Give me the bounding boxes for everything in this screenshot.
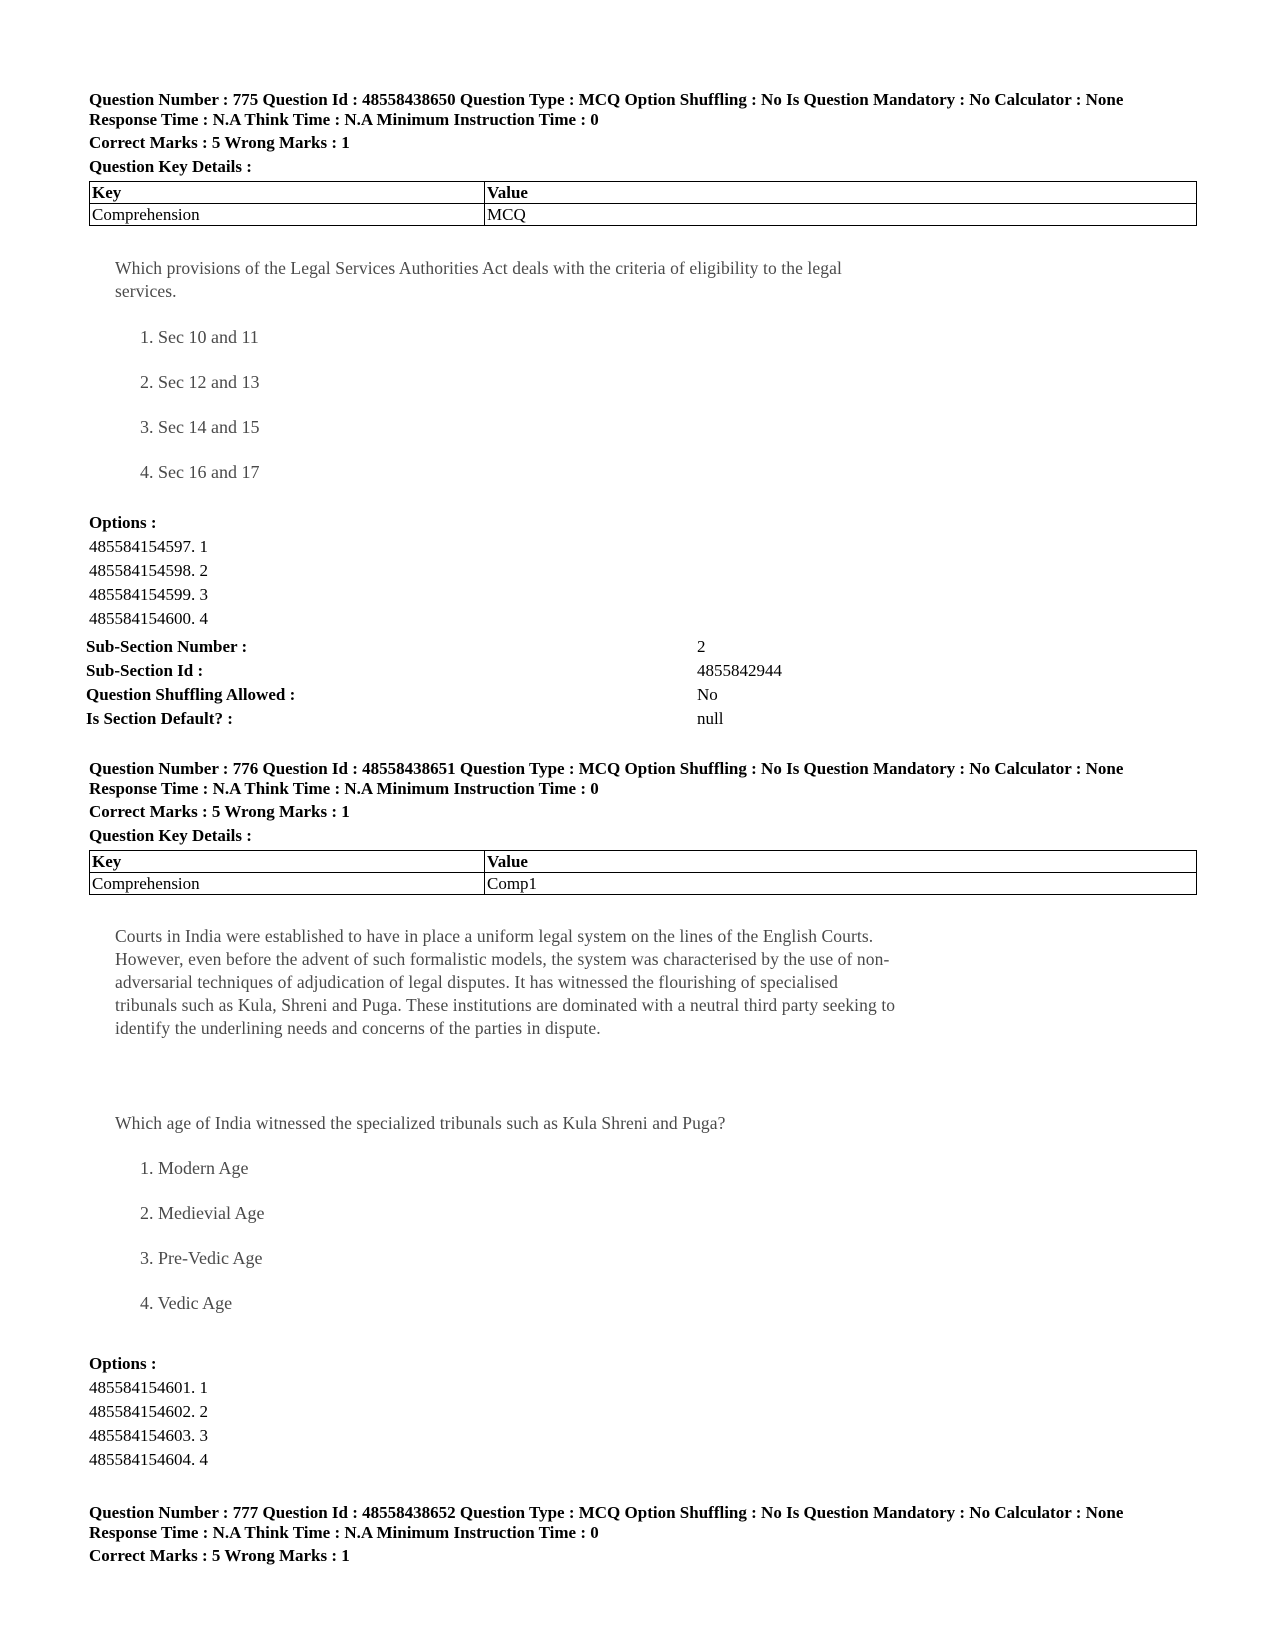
value-header: Value bbox=[485, 851, 1197, 873]
q775-key-details-label: Question Key Details : bbox=[89, 157, 252, 176]
q775-option-2: 485584154598. 2 bbox=[89, 561, 208, 580]
q775-choice-4: 4. Sec 16 and 17 bbox=[140, 462, 260, 482]
section-default-row bbox=[86, 709, 233, 729]
q776-key-table bbox=[89, 850, 1197, 895]
subsection-number-label: Sub-Section Number : bbox=[86, 637, 248, 656]
q775-meta-line1: Question Number : 775 Question Id : 48558438650 Question Type : MCQ Option Shuffling : No Is Question Mandatory : No Calculator : None bbox=[89, 90, 1124, 109]
q777-meta-line2: Response Time : N.A Think Time : N.A Minimum Instruction Time : 0 bbox=[89, 1523, 599, 1542]
question-shuffling-row bbox=[86, 685, 295, 705]
passage-line: Courts in India were established to have in place a uniform legal system on the lines of the English Courts. bbox=[115, 926, 874, 946]
q776-key-details-label: Question Key Details : bbox=[89, 826, 252, 845]
q776-choice-3: 3. Pre-Vedic Age bbox=[140, 1248, 263, 1268]
q776-passage-image bbox=[115, 925, 1115, 1040]
key-header: Key bbox=[90, 851, 485, 873]
passage-line: identify the underlining needs and concerns of the parties in dispute. bbox=[115, 1018, 601, 1038]
q776-meta-line2: Response Time : N.A Think Time : N.A Minimum Instruction Time : 0 bbox=[89, 779, 599, 798]
question-line: Which provisions of the Legal Services Authorities Act deals with the criteria of eligibility to the legal bbox=[115, 258, 842, 278]
key-cell: Comprehension bbox=[90, 204, 485, 226]
q776-choice-4: 4. Vedic Age bbox=[140, 1293, 233, 1313]
q775-meta-line2: Response Time : N.A Think Time : N.A Minimum Instruction Time : 0 bbox=[89, 110, 599, 129]
passage-line: However, even before the advent of such formalistic models, the system was characterised by the use of non- bbox=[115, 949, 890, 969]
subsection-number-row bbox=[86, 637, 247, 657]
passage-line: tribunals such as Kula, Shreni and Puga. These institutions are dominated with a neutral third party seeking to bbox=[115, 995, 896, 1015]
q776-meta-line1: Question Number : 776 Question Id : 48558438651 Question Type : MCQ Option Shuffling : No Is Question Mandatory : No Calculator : None bbox=[89, 759, 1124, 778]
question-shuffling-value: No bbox=[697, 685, 718, 704]
q776-options-label: Options : bbox=[89, 1354, 157, 1373]
subsection-id-row bbox=[86, 661, 203, 681]
q775-option-4: 485584154600. 4 bbox=[89, 609, 208, 628]
question-line: Which age of India witnessed the specialized tribunals such as Kula Shreni and Puga? bbox=[115, 1113, 726, 1133]
q777-meta-line1: Question Number : 777 Question Id : 48558438652 Question Type : MCQ Option Shuffling : No Is Question Mandatory : No Calculator : None bbox=[89, 1503, 1124, 1522]
q775-question-image bbox=[115, 257, 1015, 303]
value-cell: Comp1 bbox=[485, 873, 1197, 895]
q775-choice-2: 2. Sec 12 and 13 bbox=[140, 372, 260, 392]
q776-option-3: 485584154603. 3 bbox=[89, 1426, 208, 1445]
q777-marks: Correct Marks : 5 Wrong Marks : 1 bbox=[89, 1546, 350, 1565]
subsection-id-label: Sub-Section Id : bbox=[86, 661, 204, 680]
q776-choice-1: 1. Modern Age bbox=[140, 1158, 249, 1178]
q776-question-image bbox=[115, 1112, 1115, 1135]
q775-marks: Correct Marks : 5 Wrong Marks : 1 bbox=[89, 133, 350, 152]
section-default-value: null bbox=[697, 709, 724, 728]
q776-option-2: 485584154602. 2 bbox=[89, 1402, 208, 1421]
q776-option-1: 485584154601. 1 bbox=[89, 1378, 208, 1397]
q775-choice-3: 3. Sec 14 and 15 bbox=[140, 417, 260, 437]
passage-line: adversarial techniques of adjudication of legal disputes. It has witnessed the flourishing of specialised bbox=[115, 972, 838, 992]
q775-options-label: Options : bbox=[89, 513, 157, 532]
q775-option-3: 485584154599. 3 bbox=[89, 585, 208, 604]
subsection-number-value: 2 bbox=[697, 637, 706, 656]
question-line: services. bbox=[115, 281, 177, 301]
value-cell: MCQ bbox=[485, 204, 1197, 226]
q775-choice-1: 1. Sec 10 and 11 bbox=[140, 327, 259, 347]
question-shuffling-label: Question Shuffling Allowed : bbox=[86, 685, 296, 704]
q775-option-1: 485584154597. 1 bbox=[89, 537, 208, 556]
key-header: Key bbox=[90, 182, 485, 204]
value-header: Value bbox=[485, 182, 1197, 204]
q776-option-4: 485584154604. 4 bbox=[89, 1450, 208, 1469]
q776-marks: Correct Marks : 5 Wrong Marks : 1 bbox=[89, 802, 350, 821]
q775-key-table bbox=[89, 181, 1197, 226]
subsection-id-value: 4855842944 bbox=[697, 661, 782, 680]
section-default-label: Is Section Default? : bbox=[86, 709, 233, 728]
q776-choice-2: 2. Medievial Age bbox=[140, 1203, 265, 1223]
key-cell: Comprehension bbox=[90, 873, 485, 895]
